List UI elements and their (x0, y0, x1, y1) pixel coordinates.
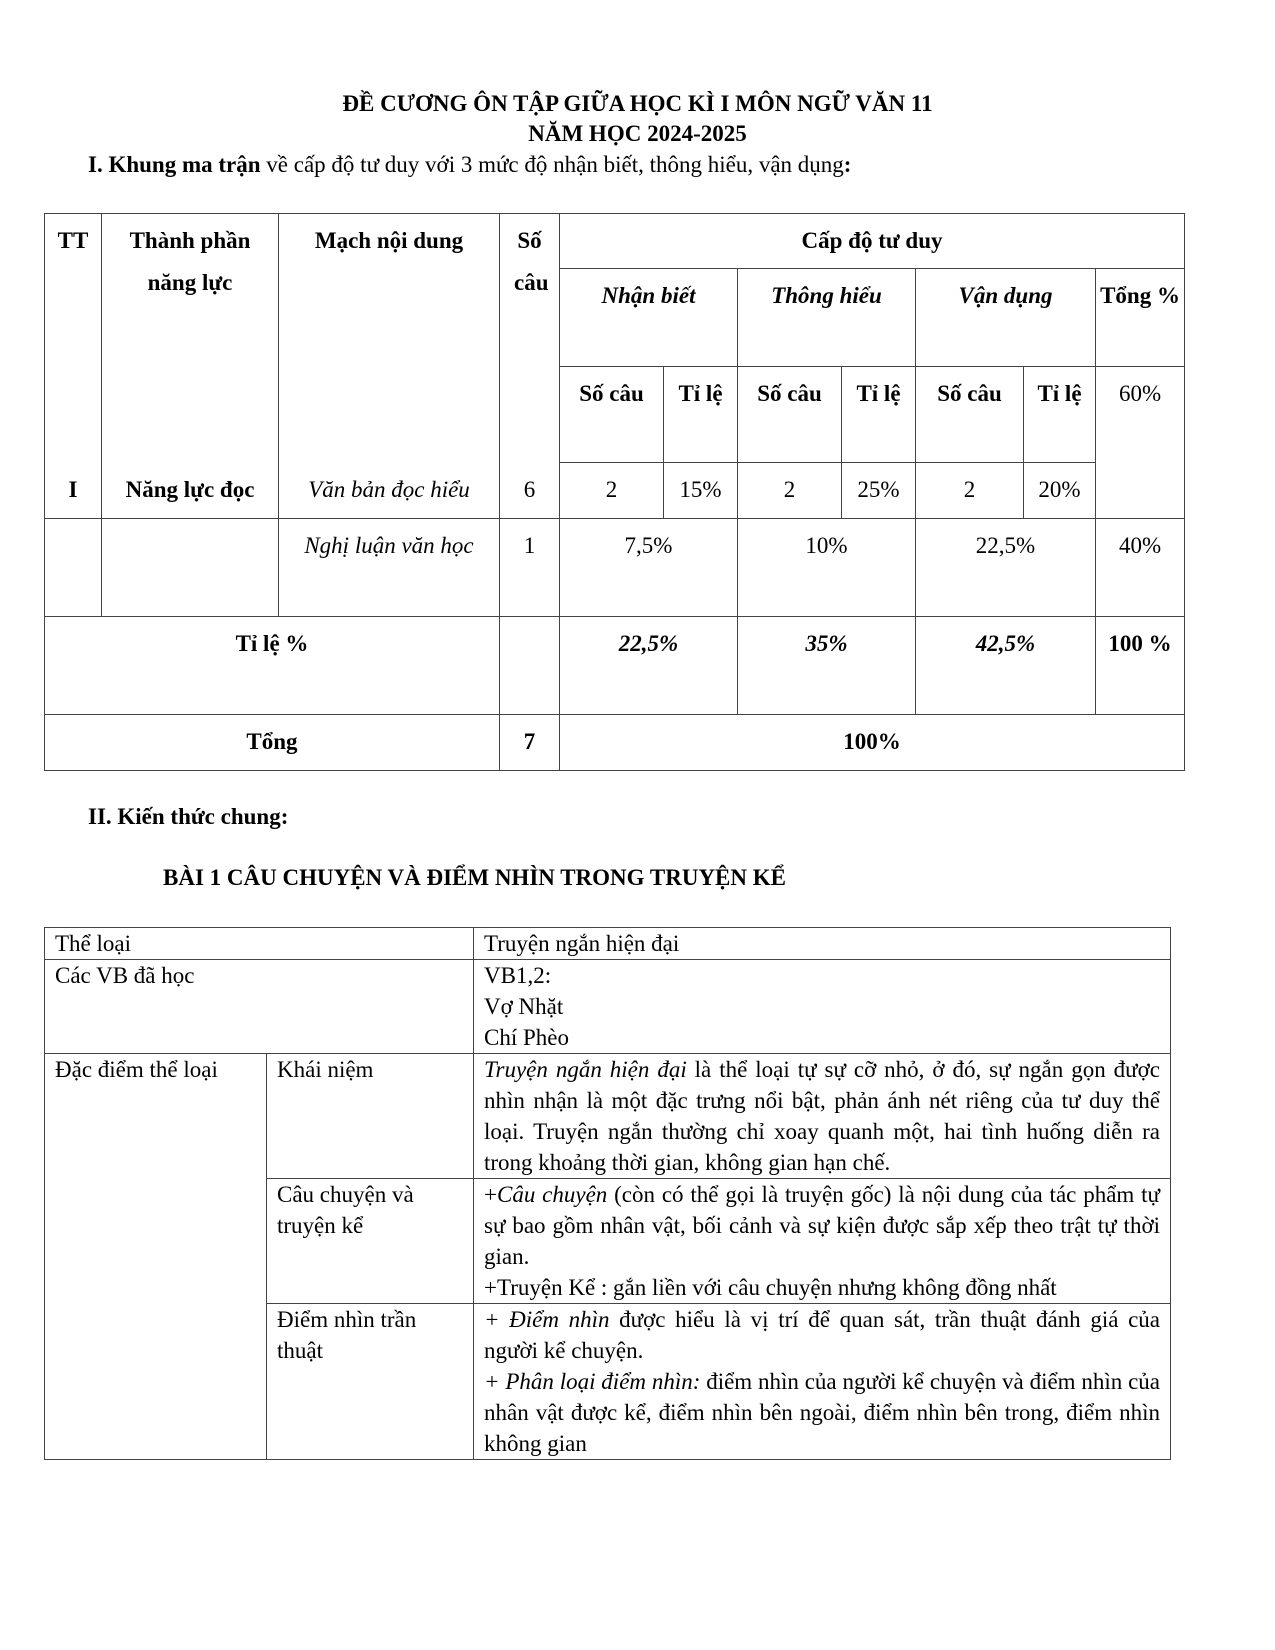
concept-label: Khái niệm (267, 1054, 474, 1179)
knowledge-table (44, 927, 1171, 1460)
story-prefix: + (484, 1182, 497, 1207)
school-year: NĂM HỌC 2024-2025 (528, 121, 747, 146)
sub-und-rate: Tỉ lệ (842, 367, 916, 463)
pov-text (474, 1304, 1171, 1460)
features-label: Đặc điểm thể loại (45, 1054, 267, 1460)
story-definition: (còn có thể gọi là truyện gốc) là nội dung của tác phẩm tự sự bao gồm nhân vật, bối cảnh và sự kiện được sắp xếp theo trật tự thời gian. (484, 1182, 1160, 1269)
header-component: Thành phần năng lực (102, 214, 279, 463)
pov-term: + Điểm nhìn (484, 1307, 610, 1332)
genre-value: Truyện ngắn hiện đại (474, 928, 1171, 960)
rate-rec: 22,5% (560, 617, 738, 715)
sub-rec-count: Số câu (560, 367, 664, 463)
rate-und: 35% (738, 617, 916, 715)
document-title: ĐỀ CƯƠNG ÔN TẬP GIỮA HỌC KÌ I MÔN NGỮ VĂN 11 (342, 91, 933, 116)
section-1-text: về cấp độ tư duy với 3 mức độ nhận biết, thông hiểu, vận dụng (266, 152, 844, 177)
level-apply: Vận dụng (916, 269, 1096, 367)
rate-app: 42,5% (916, 617, 1096, 715)
rate-total: 100 % (1096, 617, 1185, 715)
story-label: Câu chuyện và truyện kể (267, 1179, 474, 1304)
rate-label: Tỉ lệ % (45, 617, 500, 715)
section-1-heading (88, 150, 851, 180)
row1-app-rate: 20% (1024, 463, 1096, 519)
section-1-bold: I. Khung ma trận (88, 152, 267, 177)
row2-tt (45, 519, 102, 617)
row2-component (102, 519, 279, 617)
text-item: Chí Phèo (484, 1025, 569, 1050)
pov-paragraph-1 (484, 1304, 1160, 1366)
row1-tt: I (45, 463, 102, 519)
sub-und-count: Số câu (738, 367, 842, 463)
header-total: Tổng % (1096, 269, 1185, 367)
pov-paragraph-2 (484, 1366, 1160, 1459)
pov-label: Điểm nhìn trần thuật (267, 1304, 474, 1460)
row1-rec-rate: 15% (664, 463, 738, 519)
row1-content: Văn bản đọc hiểu (279, 463, 500, 519)
texts-list (474, 960, 1171, 1054)
sum-count: 7 (500, 715, 560, 771)
text-item: VB1,2: (484, 963, 552, 988)
header-count: Số câu (500, 214, 560, 463)
row1-count: 6 (500, 463, 560, 519)
story-paragraph-1 (484, 1179, 1160, 1272)
concept-term: Truyện ngắn hiện đại (484, 1057, 687, 1082)
pov-types-term: + Phân loại điểm nhìn: (484, 1369, 701, 1394)
row2-rec: 7,5% (560, 519, 738, 617)
row2-und: 10% (738, 519, 916, 617)
rate-count (500, 617, 560, 715)
pov-types: điểm nhìn của người kể chuyện và điểm nhìn của nhân vật được kể, điểm nhìn bên ngoài, điểm nhìn bên trong, điểm nhìn không gian (484, 1369, 1161, 1456)
row2-app: 22,5% (916, 519, 1096, 617)
header-tt: TT (45, 214, 102, 463)
story-text (474, 1179, 1171, 1304)
concept-definition: là thể loại tự sự cỡ nhỏ, ở đó, sự ngắn gọn được nhìn nhận là một đặc trưng nổi bật, phản ánh nét riêng của tư duy thể loại. Truyện ngắn thường chỉ xoay quanh một, hai tình huống diễn ra trong khoảng thời gian, không gian hạn chế. (484, 1057, 1160, 1175)
header-levels: Cấp độ tư duy (560, 214, 1185, 269)
row1-und-rate: 25% (842, 463, 916, 519)
sum-label: Tổng (45, 715, 500, 771)
row2-content: Nghị luận văn học (279, 519, 500, 617)
header-content: Mạch nội dung (279, 214, 500, 463)
lesson-title: BÀI 1 CÂU CHUYỆN VÀ ĐIỂM NHÌN TRONG TRUYỆN KỂ (163, 865, 786, 890)
matrix-table (44, 213, 1185, 771)
section-2-heading: II. Kiến thức chung: (88, 804, 289, 829)
pov-definition: được hiểu là vị trí để quan sát, trần thuật đánh giá của người kể chuyện. (484, 1307, 1160, 1363)
texts-label: Các VB đã học (45, 960, 474, 1054)
row2-total: 40% (1096, 519, 1185, 617)
concept-text (474, 1054, 1171, 1179)
sub-app-rate: Tỉ lệ (1024, 367, 1096, 463)
row1-rec-count: 2 (560, 463, 664, 519)
text-item: Vợ Nhặt (484, 994, 564, 1019)
sub-rec-rate: Tỉ lệ (664, 367, 738, 463)
row1-app-count: 2 (916, 463, 1024, 519)
row2-count: 1 (500, 519, 560, 617)
level-recognize: Nhận biết (560, 269, 738, 367)
story-paragraph-2: +Truyện Kể : gắn liền với câu chuyện nhưng không đồng nhất (484, 1275, 1057, 1300)
sum-value: 100% (560, 715, 1185, 771)
section-1-colon: : (843, 152, 852, 177)
row1-component: Năng lực đọc (102, 463, 279, 519)
total-read: 60% (1096, 367, 1185, 519)
sub-app-count: Số câu (916, 367, 1024, 463)
story-term: Câu chuyện (496, 1182, 608, 1207)
row1-und-count: 2 (738, 463, 842, 519)
genre-label: Thể loại (45, 928, 474, 960)
level-understand: Thông hiểu (738, 269, 916, 367)
